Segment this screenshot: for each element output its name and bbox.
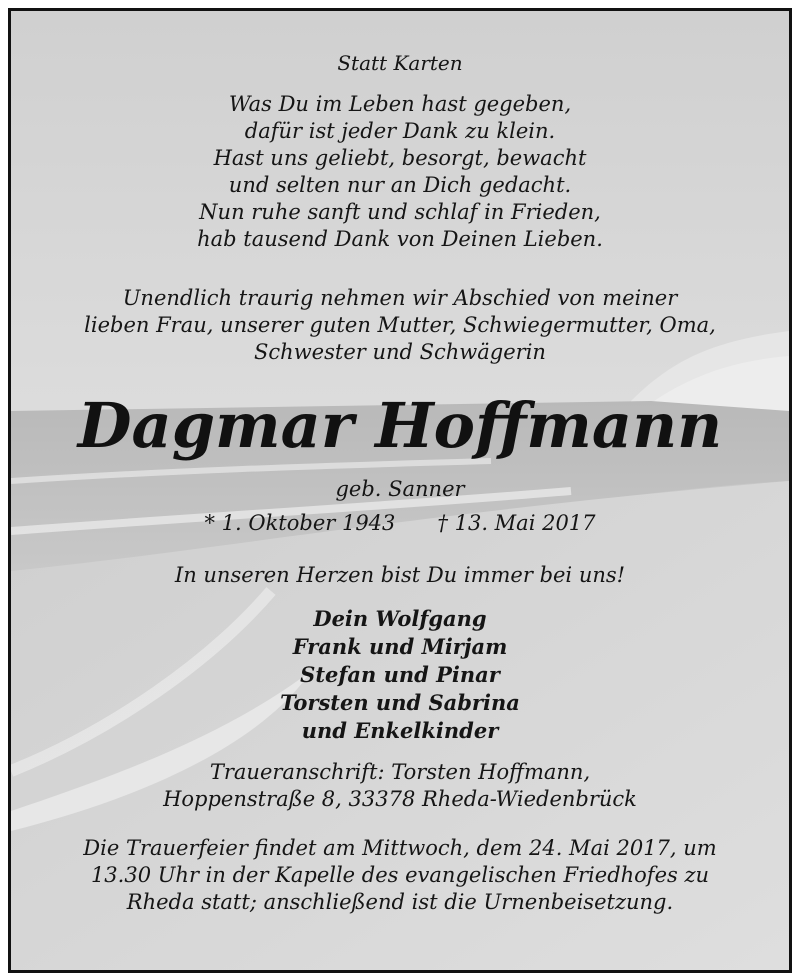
ceremony-line: Die Trauerfeier findet am Mittwoch, dem 24. Mai 2017, um [83, 836, 717, 860]
intro-line: lieben Frau, unserer guten Mutter, Schwiegermutter, Oma, [84, 313, 716, 337]
intro-line: Unendlich traurig nehmen wir Abschied von meiner [122, 286, 678, 310]
birth-date: * 1. Oktober 1943 [204, 511, 396, 535]
verse-line: und selten nur an Dich gedacht. [228, 173, 572, 197]
intro-line: Schwester und Schwägerin [254, 340, 546, 364]
family-member: und Enkelkinder [301, 718, 499, 743]
address-line: Traueranschrift: Torsten Hoffmann, [209, 760, 591, 784]
family-member: Dein Wolfgang [313, 606, 487, 631]
family-signatures [11, 605, 789, 745]
ceremony-line: 13.30 Uhr in der Kapelle des evangelischen Friedhofes zu [90, 863, 710, 887]
family-member: Torsten und Sabrina [280, 690, 520, 715]
family-member: Stefan und Pinar [300, 662, 500, 687]
intro-text [11, 285, 789, 366]
notice-text [11, 11, 789, 970]
verse [11, 91, 789, 253]
verse-line: Hast uns geliebt, besorgt, bewacht [213, 146, 587, 170]
mourning-address [11, 759, 789, 813]
life-dates [11, 511, 789, 535]
verse-line: Nun ruhe sanft und schlaf in Frieden, [199, 200, 601, 224]
header-line: Statt Karten [337, 51, 463, 75]
ceremony-line: Rheda statt; anschließend ist die Urnenbeisetzung. [126, 890, 674, 914]
address-line: Hoppenstraße 8, 33378 Rheda-Wiedenbrück [163, 787, 637, 811]
family-member: Frank und Mirjam [292, 634, 508, 659]
deceased-name: Dagmar Hoffmann [77, 389, 723, 462]
verse-line: dafür ist jeder Dank zu klein. [244, 119, 556, 143]
birth-name: geb. Sanner [335, 477, 465, 501]
obituary-notice [8, 8, 792, 973]
ceremony-info [11, 835, 789, 916]
death-date: † 13. Mai 2017 [437, 511, 596, 535]
verse-line: hab tausend Dank von Deinen Lieben. [197, 227, 603, 251]
motto-line: In unseren Herzen bist Du immer bei uns! [174, 563, 626, 587]
verse-line: Was Du im Leben hast gegeben, [228, 92, 572, 116]
